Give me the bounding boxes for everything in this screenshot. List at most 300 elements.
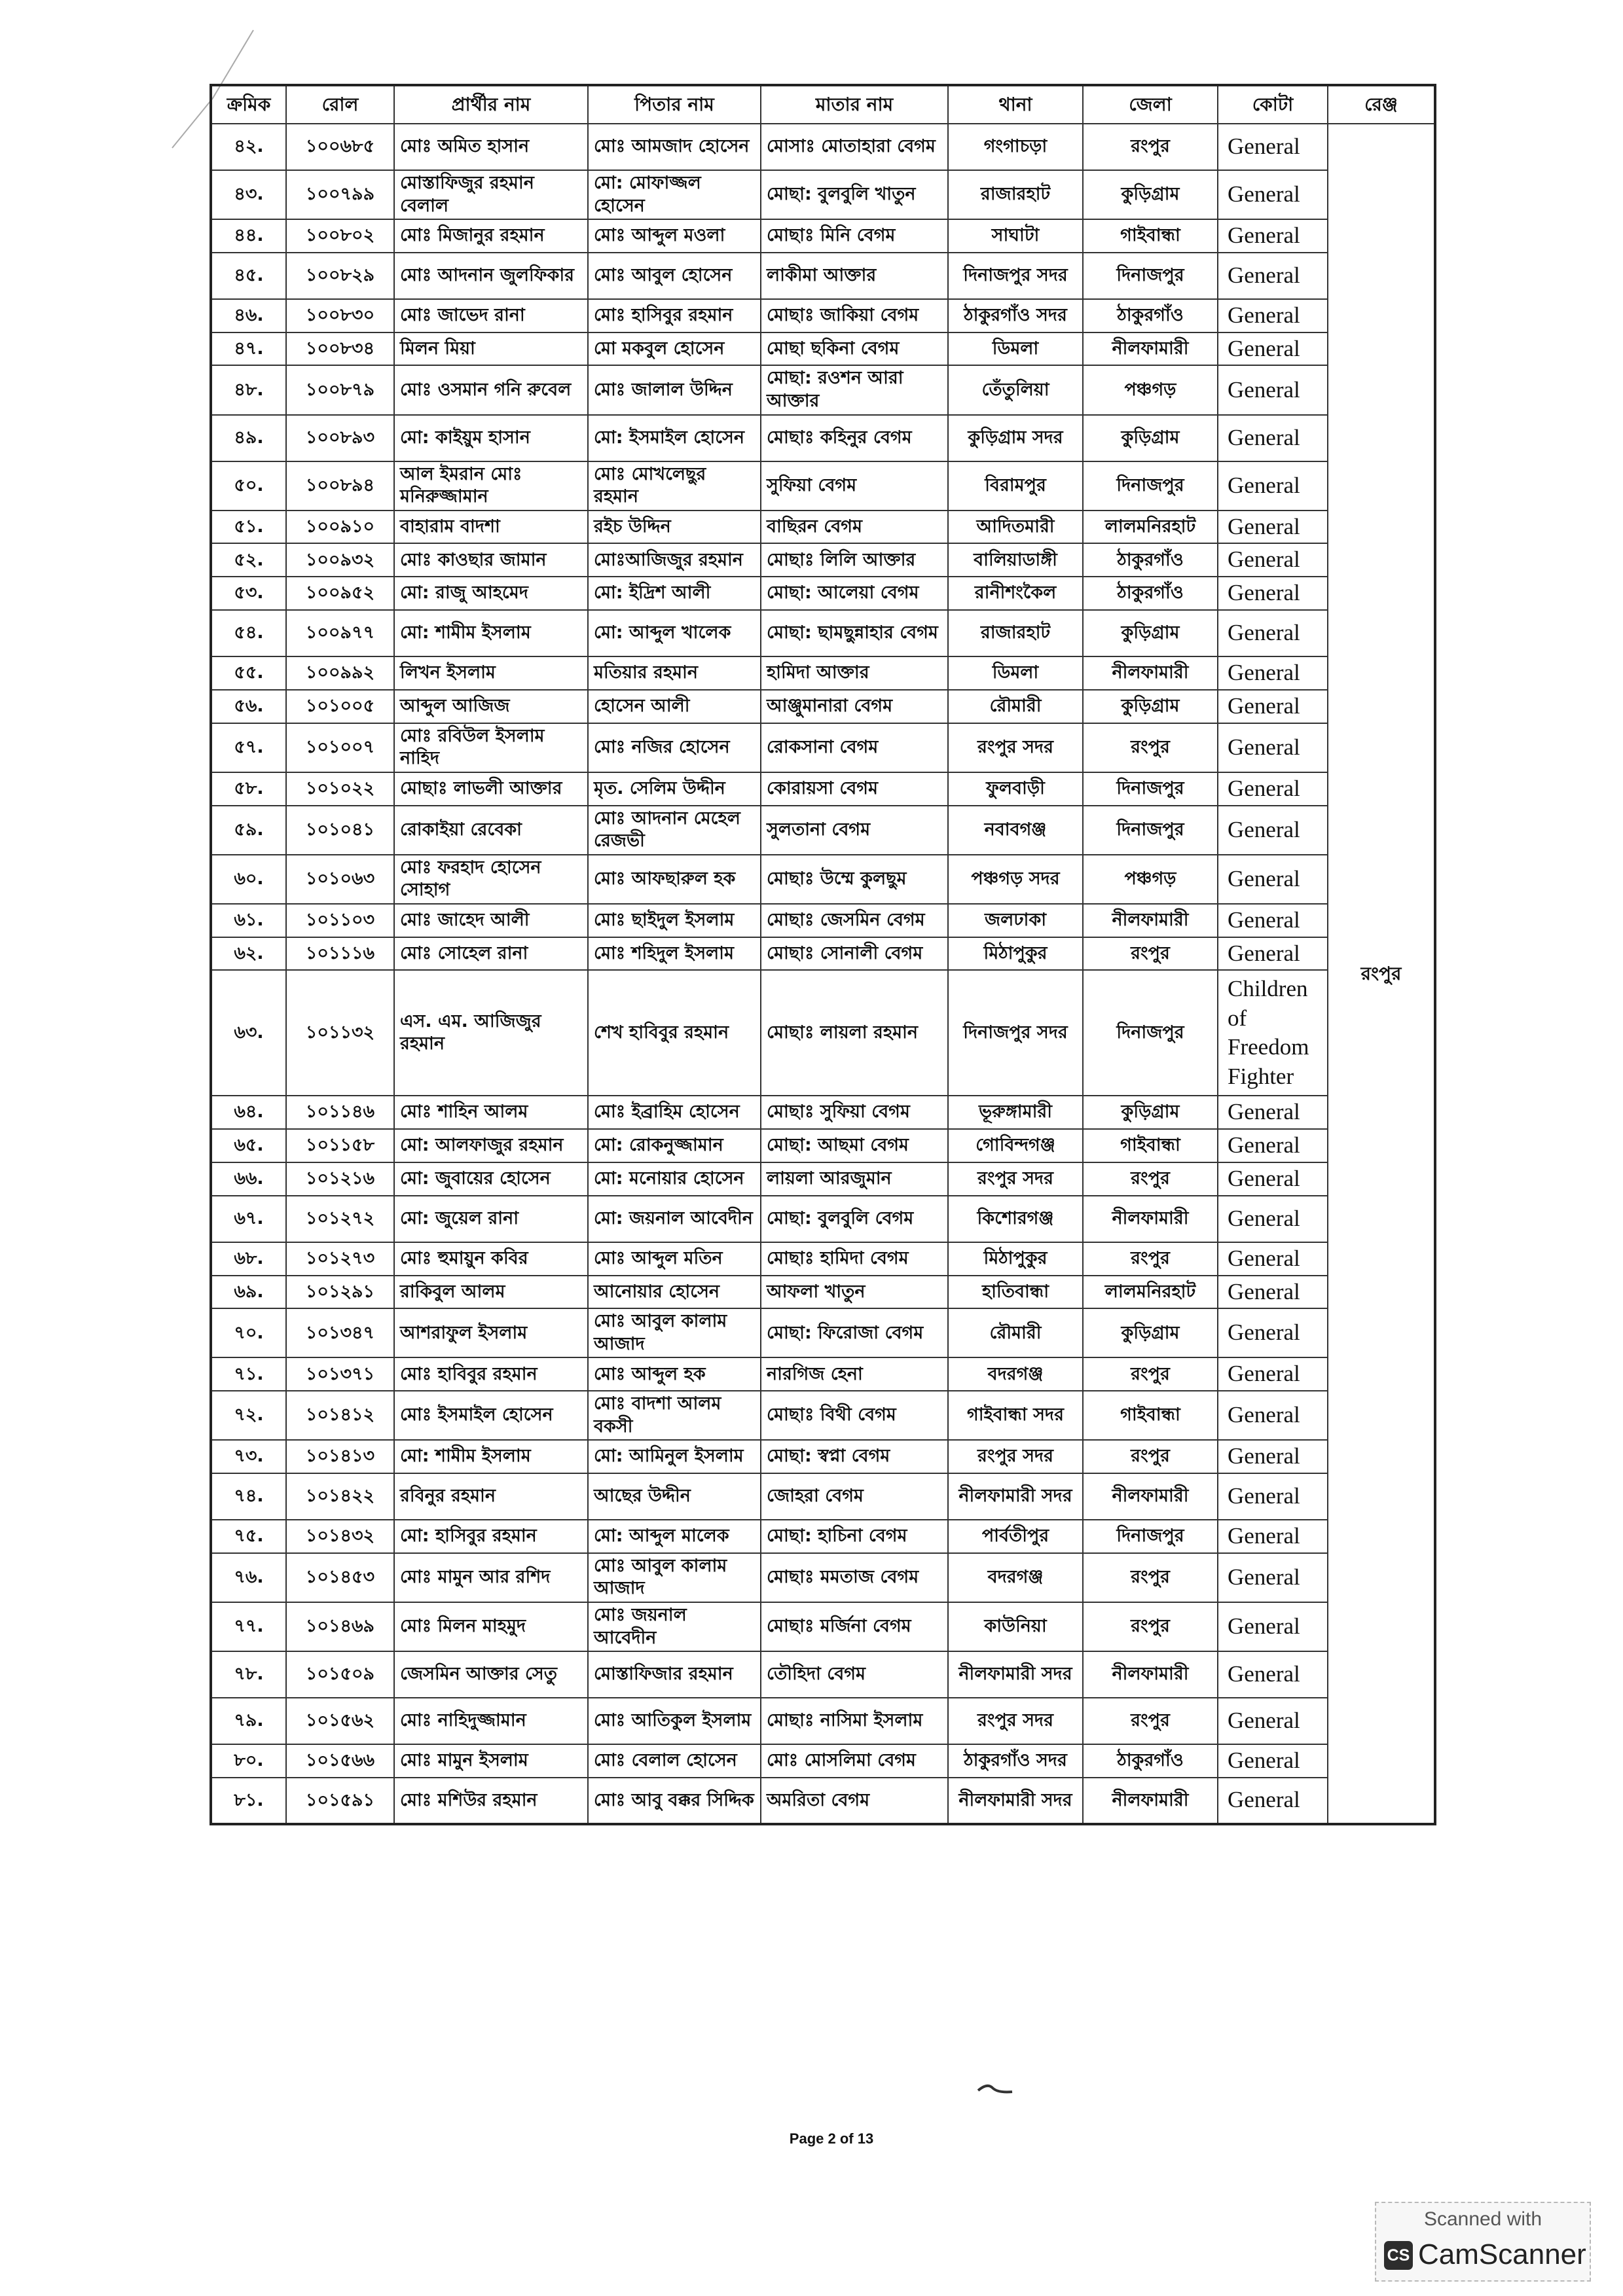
candidate-name-cell: মো: জুবায়ের হোসেন — [394, 1162, 588, 1196]
thana-cell: সাঘাটা — [948, 219, 1083, 253]
zilla-cell: কুড়িগ্রাম — [1083, 170, 1218, 219]
table-row — [211, 170, 1435, 219]
thana-cell: দিনাজপুর সদর — [948, 970, 1083, 1096]
table-row — [211, 1308, 1435, 1357]
serial-cell: ৬১. — [211, 904, 286, 937]
camscanner-brand: CamScanner — [1418, 2238, 1586, 2270]
candidate-name-cell: মো: শামীম ইসলাম — [394, 1440, 588, 1473]
roll-cell: ১০১৩৭১ — [286, 1357, 394, 1391]
serial-cell: ৫৬. — [211, 690, 286, 723]
father-name-cell: মোঃ নজির হোসেন — [588, 723, 761, 772]
roll-cell: ১০১১০৩ — [286, 904, 394, 937]
mother-name-cell: মোছাঃ সুফিয়া বেগম — [761, 1096, 948, 1129]
mother-name-cell: তৌহিদা বেগম — [761, 1651, 948, 1698]
zilla-cell: দিনাজপুর — [1083, 806, 1218, 855]
mother-name-cell: মোছাঃ বিথী বেগম — [761, 1391, 948, 1440]
roll-cell: ১০০৮৯৩ — [286, 415, 394, 461]
thana-cell: রংপুর সদর — [948, 1162, 1083, 1196]
scanned-with-label: Scanned with — [1423, 2208, 1542, 2230]
mother-name-cell: মোছাঃ হামিদা বেগম — [761, 1242, 948, 1276]
candidate-name-cell: মোঃ হাবিবুর রহমান — [394, 1357, 588, 1391]
mother-name-cell: মোছা: হাচিনা বেগম — [761, 1520, 948, 1553]
roll-cell: ১০১৫০৯ — [286, 1651, 394, 1698]
pen-tick-mark — [976, 2081, 1015, 2097]
thana-cell: রৌমারী — [948, 690, 1083, 723]
roll-cell: ১০১৫৬২ — [286, 1698, 394, 1744]
serial-cell: ৫৪. — [211, 610, 286, 656]
zilla-cell: রংপুর — [1083, 1440, 1218, 1473]
table-row — [211, 415, 1435, 461]
father-name-cell: মোঃ আফছারুল হক — [588, 855, 761, 904]
table-row — [211, 1096, 1435, 1129]
table-row — [211, 461, 1435, 511]
father-name-cell: হোসেন আলী — [588, 690, 761, 723]
candidate-name-cell: মোছাঃ লাভলী আক্তার — [394, 772, 588, 806]
zilla-cell: পঞ্চগড় — [1083, 365, 1218, 414]
serial-cell: ৫৮. — [211, 772, 286, 806]
quota-cell: General — [1218, 1744, 1328, 1778]
table-row — [211, 219, 1435, 253]
zilla-cell: রংপুর — [1083, 1242, 1218, 1276]
roll-cell: ১০০৯৩২ — [286, 543, 394, 577]
serial-cell: ৪৯. — [211, 415, 286, 461]
roll-cell: ১০১১১৬ — [286, 937, 394, 971]
thana-cell: নবাবগঞ্জ — [948, 806, 1083, 855]
camscanner-logo-icon: CS — [1384, 2241, 1413, 2270]
father-name-cell: মোঃ মোখলেছুর রহমান — [588, 461, 761, 511]
roll-cell: ১০১১৫৮ — [286, 1129, 394, 1162]
roll-cell: ১০১২৭৩ — [286, 1242, 394, 1276]
zilla-cell: ঠাকুরগাঁও — [1083, 543, 1218, 577]
roll-cell: ১০০৯১০ — [286, 511, 394, 544]
range-cell: রংপুর — [1328, 124, 1435, 1824]
quota-cell: General — [1218, 1778, 1328, 1824]
candidate-name-cell: আল ইমরান মোঃ মনিরুজ্জামান — [394, 461, 588, 511]
candidate-list-table — [210, 84, 1436, 1825]
table-row — [211, 1391, 1435, 1440]
father-name-cell: মোঃ হাসিবুর রহমান — [588, 299, 761, 332]
thana-cell: ঠাকুরগাঁও সদর — [948, 299, 1083, 332]
roll-cell: ১০১৪২২ — [286, 1473, 394, 1520]
candidate-name-cell: মোঃ অমিত হাসান — [394, 124, 588, 170]
zilla-cell: গাইবান্ধা — [1083, 1129, 1218, 1162]
thana-cell: আদিতমারী — [948, 511, 1083, 544]
thana-cell: জলঢাকা — [948, 904, 1083, 937]
roll-cell: ১০১৪৫৩ — [286, 1553, 394, 1602]
candidate-name-cell: মোঃ মিজানুর রহমান — [394, 219, 588, 253]
table-row — [211, 1602, 1435, 1651]
table-row — [211, 1520, 1435, 1553]
table-row — [211, 511, 1435, 544]
father-name-cell: মোঃ আদনান মেহেল রেজভী — [588, 806, 761, 855]
father-name-cell: মোস্তাফিজার রহমান — [588, 1651, 761, 1698]
roll-cell: ১০০৮৯৪ — [286, 461, 394, 511]
roll-cell: ১০১৪৩২ — [286, 1520, 394, 1553]
mother-name-cell: হামিদা আক্তার — [761, 656, 948, 690]
father-name-cell: মোঃ আবু বক্কর সিদ্দিক — [588, 1778, 761, 1824]
roll-cell: ১০০৮৩৪ — [286, 332, 394, 366]
zilla-cell: লালমনিরহাট — [1083, 1276, 1218, 1309]
serial-cell: ৬৫. — [211, 1129, 286, 1162]
zilla-cell: দিনাজপুর — [1083, 1520, 1218, 1553]
candidate-name-cell: মো: জুয়েল রানা — [394, 1196, 588, 1242]
mother-name-cell: মোঃ মোসলিমা বেগম — [761, 1744, 948, 1778]
quota-cell: General — [1218, 365, 1328, 414]
table-row — [211, 1440, 1435, 1473]
table-row — [211, 904, 1435, 937]
zilla-cell: লালমনিরহাট — [1083, 511, 1218, 544]
quota-cell: General — [1218, 1391, 1328, 1440]
table-row — [211, 1778, 1435, 1824]
father-name-cell: মৃত. সেলিম উদ্দীন — [588, 772, 761, 806]
zilla-cell: নীলফামারী — [1083, 332, 1218, 366]
zilla-cell: পঞ্চগড় — [1083, 855, 1218, 904]
candidate-name-cell: আব্দুল আজিজ — [394, 690, 588, 723]
roll-cell: ১০০৬৮৫ — [286, 124, 394, 170]
zilla-cell: ঠাকুরগাঁও — [1083, 299, 1218, 332]
quota-cell: General — [1218, 1357, 1328, 1391]
quota-cell: General — [1218, 806, 1328, 855]
table-row — [211, 855, 1435, 904]
thana-cell: ঠাকুরগাঁও সদর — [948, 1744, 1083, 1778]
quota-cell: Children of Freedom Fighter — [1218, 970, 1328, 1096]
roll-cell: ১০১০৬৩ — [286, 855, 394, 904]
candidate-name-cell: মোঃ কাওছার জামান — [394, 543, 588, 577]
mother-name-cell: কোরায়সা বেগম — [761, 772, 948, 806]
roll-cell: ১০১২৭২ — [286, 1196, 394, 1242]
mother-name-cell: মোছা ছকিনা বেগম — [761, 332, 948, 366]
thana-cell: রংপুর সদর — [948, 723, 1083, 772]
zilla-cell: রংপুর — [1083, 937, 1218, 971]
father-name-cell: মোঃ আবুল হোসেন — [588, 253, 761, 299]
zilla-cell: গাইবান্ধা — [1083, 219, 1218, 253]
thana-cell: ডিমলা — [948, 332, 1083, 366]
serial-cell: ৪৭. — [211, 332, 286, 366]
table-row — [211, 1744, 1435, 1778]
table-row — [211, 1242, 1435, 1276]
zilla-cell: দিনাজপুর — [1083, 772, 1218, 806]
father-name-cell: মোঃ ইব্রাহিম হোসেন — [588, 1096, 761, 1129]
serial-cell: ৬৭. — [211, 1196, 286, 1242]
zilla-cell: দিনাজপুর — [1083, 253, 1218, 299]
thana-cell: কাউনিয়া — [948, 1602, 1083, 1651]
quota-cell: General — [1218, 1242, 1328, 1276]
table-row — [211, 253, 1435, 299]
candidate-name-cell: মোঃ নাহিদুজ্জামান — [394, 1698, 588, 1744]
zilla-cell: নীলফামারী — [1083, 656, 1218, 690]
roll-cell: ১০০৮৩০ — [286, 299, 394, 332]
roll-cell: ১০১২১৬ — [286, 1162, 394, 1196]
candidate-name-cell: মিলন মিয়া — [394, 332, 588, 366]
table-row — [211, 1196, 1435, 1242]
father-name-cell: মো: ইসমাইল হোসেন — [588, 415, 761, 461]
father-name-cell: মোঃ আবুল কালাম আজাদ — [588, 1553, 761, 1602]
mother-name-cell: আঞ্জুমানারা বেগম — [761, 690, 948, 723]
candidate-name-cell: মোঃ ওসমান গনি রুবেল — [394, 365, 588, 414]
table-row — [211, 1357, 1435, 1391]
serial-cell: ৫০. — [211, 461, 286, 511]
serial-cell: ৮০. — [211, 1744, 286, 1778]
serial-cell: ৬২. — [211, 937, 286, 971]
table-row — [211, 610, 1435, 656]
candidate-name-cell: বাহারাম বাদশা — [394, 511, 588, 544]
serial-cell: ৫১. — [211, 511, 286, 544]
thana-cell: বিরামপুর — [948, 461, 1083, 511]
serial-cell: ৭৬. — [211, 1553, 286, 1602]
table-row — [211, 365, 1435, 414]
roll-cell: ১০১০২২ — [286, 772, 394, 806]
candidate-name-cell: মোঃ হুমায়ুন কবির — [394, 1242, 588, 1276]
thana-cell: ফুলবাড়ী — [948, 772, 1083, 806]
header-candidate-name: প্রার্থীর নাম — [394, 85, 588, 124]
father-name-cell: মোঃ আব্দুল মতিন — [588, 1242, 761, 1276]
mother-name-cell: মোছা: আলেয়া বেগম — [761, 577, 948, 610]
zilla-cell: রংপুর — [1083, 1357, 1218, 1391]
quota-cell: General — [1218, 253, 1328, 299]
quota-cell: General — [1218, 656, 1328, 690]
zilla-cell: নীলফামারী — [1083, 1778, 1218, 1824]
roll-cell: ১০১২৯১ — [286, 1276, 394, 1309]
zilla-cell: রংপুর — [1083, 124, 1218, 170]
serial-cell: ৭৪. — [211, 1473, 286, 1520]
mother-name-cell: মোছাঃ জেসমিন বেগম — [761, 904, 948, 937]
father-name-cell: মো: আব্দুল মালেক — [588, 1520, 761, 1553]
quota-cell: General — [1218, 1196, 1328, 1242]
quota-cell: General — [1218, 855, 1328, 904]
mother-name-cell: মোছা: ফিরোজা বেগম — [761, 1308, 948, 1357]
serial-cell: ৫২. — [211, 543, 286, 577]
mother-name-cell: মোছা: রওশন আরা আক্তার — [761, 365, 948, 414]
page-number: Page 2 of 13 — [789, 2130, 874, 2147]
father-name-cell: মোঃ আতিকুল ইসলাম — [588, 1698, 761, 1744]
father-name-cell: মো মকবুল হোসেন — [588, 332, 761, 366]
candidate-name-cell: মোঃ ফরহাদ হোসেন সোহাগ — [394, 855, 588, 904]
quota-cell: General — [1218, 1553, 1328, 1602]
quota-cell: General — [1218, 124, 1328, 170]
serial-cell: ৪৮. — [211, 365, 286, 414]
table-row — [211, 332, 1435, 366]
zilla-cell: রংপুর — [1083, 723, 1218, 772]
header-serial: ক্রমিক — [211, 85, 286, 124]
roll-cell: ১০০৮২৯ — [286, 253, 394, 299]
father-name-cell: মো: জয়নাল আবেদীন — [588, 1196, 761, 1242]
table-row — [211, 124, 1435, 170]
table-row — [211, 299, 1435, 332]
candidate-name-cell: মোস্তাফিজুর রহমান বেলাল — [394, 170, 588, 219]
thana-cell: কিশোরগঞ্জ — [948, 1196, 1083, 1242]
candidate-name-cell: মোঃ মামুন ইসলাম — [394, 1744, 588, 1778]
quota-cell: General — [1218, 904, 1328, 937]
roll-cell: ১০১৫৯১ — [286, 1778, 394, 1824]
thana-cell: রানীশংকৈল — [948, 577, 1083, 610]
thana-cell: ভূরুঙ্গামারী — [948, 1096, 1083, 1129]
header-father-name: পিতার নাম — [588, 85, 761, 124]
table-row — [211, 577, 1435, 610]
thana-cell: রৌমারী — [948, 1308, 1083, 1357]
mother-name-cell: মোছাঃ মর্জিনা বেগম — [761, 1602, 948, 1651]
mother-name-cell: মোছাঃ লিলি আক্তার — [761, 543, 948, 577]
zilla-cell: নীলফামারী — [1083, 1196, 1218, 1242]
candidate-name-cell: মো: রাজু আহমেদ — [394, 577, 588, 610]
thana-cell: কুড়িগ্রাম সদর — [948, 415, 1083, 461]
mother-name-cell: মোছা: আছমা বেগম — [761, 1129, 948, 1162]
quota-cell: General — [1218, 1440, 1328, 1473]
mother-name-cell: মোছা: ছামছুন্নাহার বেগম — [761, 610, 948, 656]
table-row — [211, 1162, 1435, 1196]
quota-cell: General — [1218, 219, 1328, 253]
zilla-cell: রংপুর — [1083, 1698, 1218, 1744]
quota-cell: General — [1218, 1129, 1328, 1162]
serial-cell: ৭৮. — [211, 1651, 286, 1698]
father-name-cell: মো: মনোয়ার হোসেন — [588, 1162, 761, 1196]
mother-name-cell: লাকীমা আক্তার — [761, 253, 948, 299]
thana-cell: গাইবান্ধা সদর — [948, 1391, 1083, 1440]
father-name-cell: মো: ইদ্রিশ আলী — [588, 577, 761, 610]
roll-cell: ১০১০০৫ — [286, 690, 394, 723]
candidate-name-cell: মোঃ সোহেল রানা — [394, 937, 588, 971]
serial-cell: ৫৫. — [211, 656, 286, 690]
table-row — [211, 656, 1435, 690]
father-name-cell: মো: আমিনুল ইসলাম — [588, 1440, 761, 1473]
serial-cell: ৪৩. — [211, 170, 286, 219]
father-name-cell: মতিয়ার রহমান — [588, 656, 761, 690]
father-name-cell: মোঃ জয়নাল আবেদীন — [588, 1602, 761, 1651]
father-name-cell: মোঃ আব্দুল মওলা — [588, 219, 761, 253]
zilla-cell: দিনাজপুর — [1083, 461, 1218, 511]
mother-name-cell: সুফিয়া বেগম — [761, 461, 948, 511]
thana-cell: পঞ্চগড় সদর — [948, 855, 1083, 904]
candidate-name-cell: রাকিবুল আলম — [394, 1276, 588, 1309]
quota-cell: General — [1218, 543, 1328, 577]
candidate-name-cell: মো: শামীম ইসলাম — [394, 610, 588, 656]
table-row — [211, 1129, 1435, 1162]
candidate-name-cell: মোঃ মশিউর রহমান — [394, 1778, 588, 1824]
thana-cell: রাজারহাট — [948, 610, 1083, 656]
father-name-cell: মোঃ বেলাল হোসেন — [588, 1744, 761, 1778]
header-thana: থানা — [948, 85, 1083, 124]
father-name-cell: মোঃ শহিদুল ইসলাম — [588, 937, 761, 971]
thana-cell: তেঁতুলিয়া — [948, 365, 1083, 414]
roll-cell: ১০১১৪৬ — [286, 1096, 394, 1129]
mother-name-cell: মোছা: বুলবুলি খাতুন — [761, 170, 948, 219]
quota-cell: General — [1218, 511, 1328, 544]
candidate-name-cell: মোঃ মামুন আর রশিদ — [394, 1553, 588, 1602]
mother-name-cell: মোছাঃ মিনি বেগম — [761, 219, 948, 253]
roll-cell: ১০১৪৬৯ — [286, 1602, 394, 1651]
candidate-name-cell: মো: কাইয়ুম হাসান — [394, 415, 588, 461]
serial-cell: ৫৩. — [211, 577, 286, 610]
serial-cell: ৬৩. — [211, 970, 286, 1096]
serial-cell: ৭৭. — [211, 1602, 286, 1651]
table-header-row — [211, 85, 1435, 124]
mother-name-cell: আফলা খাতুন — [761, 1276, 948, 1309]
thana-cell: নীলফামারী সদর — [948, 1651, 1083, 1698]
thana-cell: দিনাজপুর সদর — [948, 253, 1083, 299]
thana-cell: গংগাচড়া — [948, 124, 1083, 170]
table-row — [211, 1698, 1435, 1744]
table-row — [211, 806, 1435, 855]
table-row — [211, 772, 1435, 806]
father-name-cell: মোঃ বাদশা আলম বকসী — [588, 1391, 761, 1440]
serial-cell: ৭০. — [211, 1308, 286, 1357]
roll-cell: ১০১৪১৩ — [286, 1440, 394, 1473]
mother-name-cell: মোছাঃ নাসিমা ইসলাম — [761, 1698, 948, 1744]
mother-name-cell: নারগিজ হেনা — [761, 1357, 948, 1391]
zilla-cell: ঠাকুরগাঁও — [1083, 577, 1218, 610]
camscanner-watermark — [1375, 2202, 1591, 2282]
zilla-cell: রংপুর — [1083, 1602, 1218, 1651]
roll-cell: ১০১০৪১ — [286, 806, 394, 855]
roll-cell: ১০০৯৯২ — [286, 656, 394, 690]
quota-cell: General — [1218, 1651, 1328, 1698]
mother-name-cell: রোকসানা বেগম — [761, 723, 948, 772]
candidate-name-cell: মোঃ জাহেদ আলী — [394, 904, 588, 937]
candidate-name-cell: মোঃ আদনান জুলফিকার — [394, 253, 588, 299]
quota-cell: General — [1218, 299, 1328, 332]
zilla-cell: রংপুর — [1083, 1553, 1218, 1602]
table-row — [211, 543, 1435, 577]
zilla-cell: নীলফামারী — [1083, 1473, 1218, 1520]
father-name-cell: শেখ হাবিবুর রহমান — [588, 970, 761, 1096]
zilla-cell: নীলফামারী — [1083, 1651, 1218, 1698]
serial-cell: ৭৩. — [211, 1440, 286, 1473]
table-row — [211, 723, 1435, 772]
quota-cell: General — [1218, 577, 1328, 610]
father-name-cell: মোঃআজিজুর রহমান — [588, 543, 761, 577]
mother-name-cell: লায়লা আরজুমান — [761, 1162, 948, 1196]
zilla-cell: কুড়িগ্রাম — [1083, 1096, 1218, 1129]
candidate-name-cell: আশরাফুল ইসলাম — [394, 1308, 588, 1357]
candidate-name-cell: মোঃ রবিউল ইসলাম নাহিদ — [394, 723, 588, 772]
mother-name-cell: মোছা: স্বপ্না বেগম — [761, 1440, 948, 1473]
thana-cell: ডিমলা — [948, 656, 1083, 690]
roll-cell: ১০১৫৬৬ — [286, 1744, 394, 1778]
table-row — [211, 1651, 1435, 1698]
mother-name-cell: অমরিতা বেগম — [761, 1778, 948, 1824]
candidate-name-cell: মো: আলফাজুর রহমান — [394, 1129, 588, 1162]
mother-name-cell: জোহরা বেগম — [761, 1473, 948, 1520]
thana-cell: পার্বতীপুর — [948, 1520, 1083, 1553]
zilla-cell: দিনাজপুর — [1083, 970, 1218, 1096]
thana-cell: বদরগঞ্জ — [948, 1553, 1083, 1602]
zilla-cell: কুড়িগ্রাম — [1083, 610, 1218, 656]
serial-cell: ৮১. — [211, 1778, 286, 1824]
header-roll: রোল — [286, 85, 394, 124]
serial-cell: ৬৬. — [211, 1162, 286, 1196]
quota-cell: General — [1218, 1162, 1328, 1196]
roll-cell: ১০০৮০২ — [286, 219, 394, 253]
serial-cell: ৫৭. — [211, 723, 286, 772]
zilla-cell: কুড়িগ্রাম — [1083, 1308, 1218, 1357]
thana-cell: হাতিবান্ধা — [948, 1276, 1083, 1309]
candidate-name-cell: এস. এম. আজিজুর রহমান — [394, 970, 588, 1096]
candidate-name-cell: মোঃ মিলন মাহমুদ — [394, 1602, 588, 1651]
serial-cell: ৬৪. — [211, 1096, 286, 1129]
thana-cell: রাজারহাট — [948, 170, 1083, 219]
roll-cell: ১০১৩৪৭ — [286, 1308, 394, 1357]
serial-cell: ৬০. — [211, 855, 286, 904]
serial-cell: ৫৯. — [211, 806, 286, 855]
roll-cell: ১০০৯৭৭ — [286, 610, 394, 656]
quota-cell: General — [1218, 723, 1328, 772]
table-row — [211, 1276, 1435, 1309]
candidate-name-cell: মোঃ ইসমাইল হোসেন — [394, 1391, 588, 1440]
table-row — [211, 690, 1435, 723]
thana-cell: মিঠাপুকুর — [948, 937, 1083, 971]
quota-cell: General — [1218, 1602, 1328, 1651]
candidate-name-cell: মোঃ শাহিন আলম — [394, 1096, 588, 1129]
candidate-name-cell: মো: হাসিবুর রহমান — [394, 1520, 588, 1553]
